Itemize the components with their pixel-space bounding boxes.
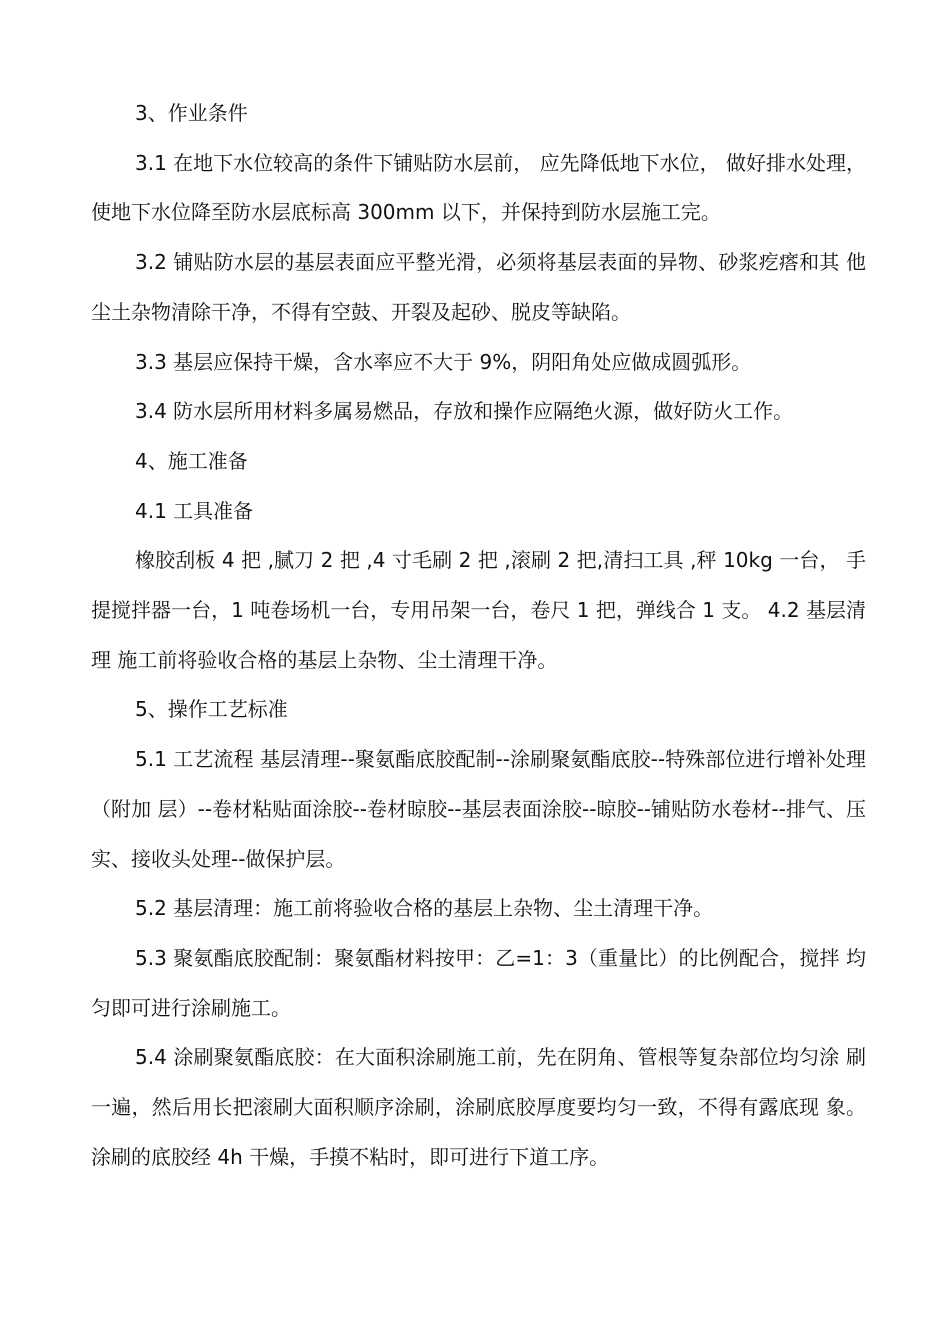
section-heading-construction-prep: 4、施工准备 <box>135 448 248 473</box>
paragraph-3-1: 3.1 在地下水位较高的条件下铺贴防水层前， 应先降低地下水位， 做好排水处理， 使地下水位降至防水层底标高 300mm 以下，并保持到防水层施工完。 <box>91 150 866 225</box>
paragraph-3-3: 3.3 基层应保持干燥，含水率应不大于 9%，阴阳角处应做成圆弧形。 <box>135 349 752 374</box>
paragraph-tool-list: 橡胶刮板 4 把 ,腻刀 2 把 ,4 寸毛刷 2 把 ,滚刷 2 把,清扫工具 ,秤 10kg 一台， 手提搅拌器一台，1 吨卷场机一台，专用吊架一台，卷尺 1 把，弹线合 1 支。 4.2 基层清理 施工前将验收合格的基层上杂物、尘土清理干净。 <box>91 548 866 672</box>
paragraph-5-3: 5.3 聚氨酯底胶配制：聚氨酯材料按甲：乙=1：3（重量比）的比例配合，搅拌 均匀即可进行涂刷施工。 <box>91 945 866 1020</box>
paragraph-3-2: 3.2 铺贴防水层的基层表面应平整光滑，必须将基层表面的异物、砂浆疙瘩和其 他尘土杂物清除干净，不得有空鼓、开裂及起砂、脱皮等缺陷。 <box>91 250 866 324</box>
section-heading-process-standard: 5、操作工艺标准 <box>135 697 288 722</box>
paragraph-4-1: 4.1 工具准备 <box>135 498 254 523</box>
paragraph-5-4: 5.4 涂刷聚氨酯底胶：在大面积涂刷施工前，先在阴角、管根等复杂部位均匀涂 刷一遍，然后用长把滚刷大面积顺序涂刷，涂刷底胶厚度要均匀一致，不得有露底现 象。涂刷的底胶经 4h 干燥，手摸不粘时，即可进行下道工序。 <box>91 1045 866 1169</box>
paragraph-3-4: 3.4 防水层所用材料多属易燃品，存放和操作应隔绝火源，做好防火工作。 <box>135 399 794 424</box>
document-body <box>91 89 866 1182</box>
paragraph-5-2: 5.2 基层清理：施工前将验收合格的基层上杂物、尘土清理干净。 <box>135 896 714 921</box>
paragraph-5-1: 5.1 工艺流程 基层清理--聚氨酯底胶配制--涂刷聚氨酯底胶--特殊部位进行增补处理（附加 层）--卷材粘贴面涂胶--卷材晾胶--基层表面涂胶--晾胶--铺贴防水卷材--排气、压 实、接收头处理--做保护层。 <box>91 747 866 871</box>
section-heading-work-conditions: 3、作业条件 <box>135 101 248 125</box>
